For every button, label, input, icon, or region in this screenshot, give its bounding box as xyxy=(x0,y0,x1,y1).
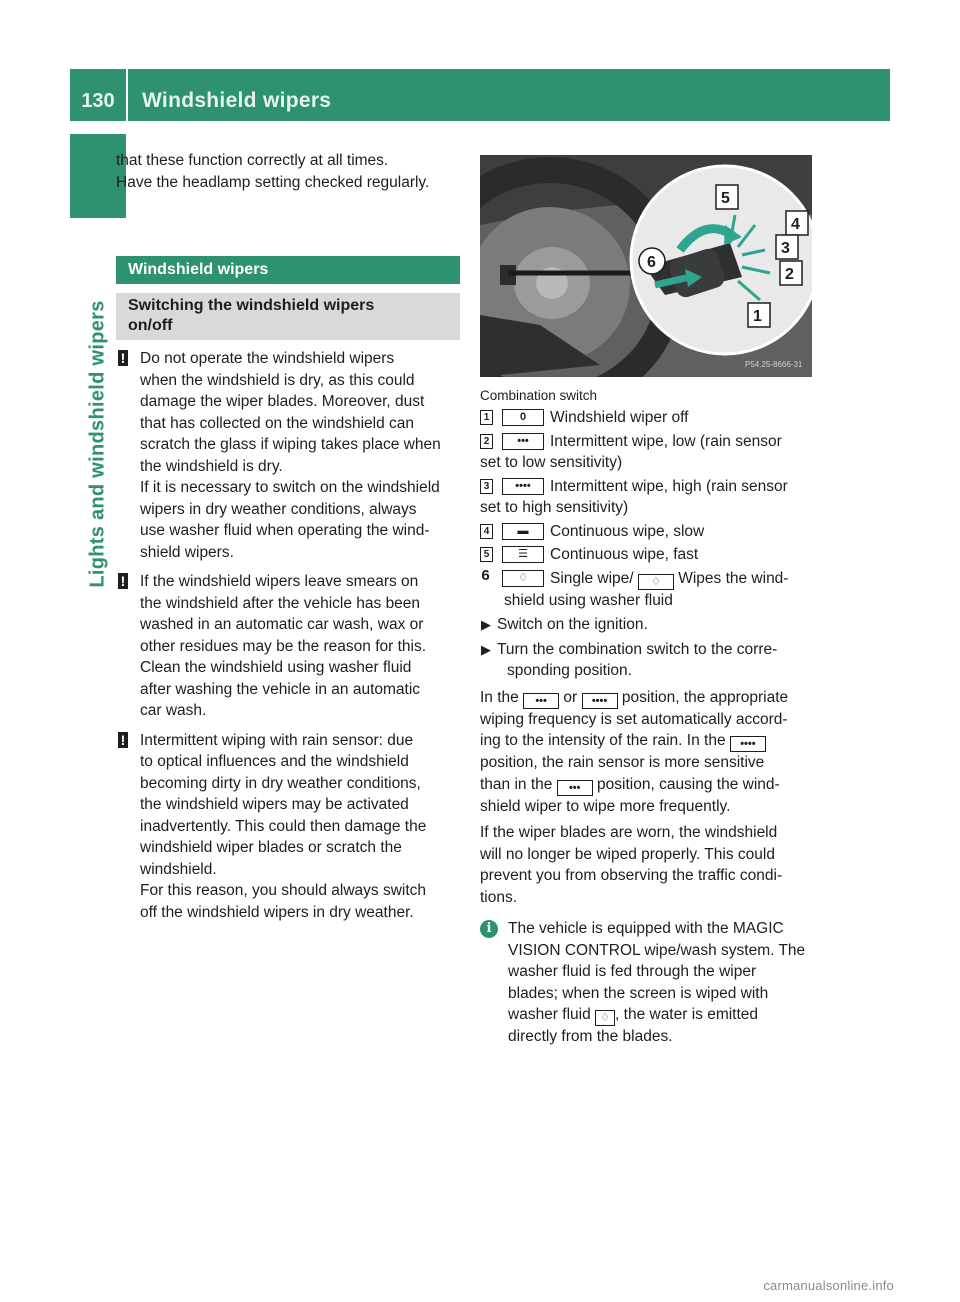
callout-4: 4 xyxy=(791,216,800,233)
text-line: scratch the glass if wiping takes place when xyxy=(140,436,441,453)
text-line: The vehicle is equipped with the MAGIC xyxy=(508,920,784,937)
text-part: ing to the intensity of the rain. In the xyxy=(480,732,726,749)
intro-line: Have the headlamp setting checked regularly. xyxy=(116,173,430,191)
legend-text: Continuous wipe, fast xyxy=(550,546,699,563)
washer-fluid-icon: ♢ xyxy=(638,574,674,590)
text-part: or xyxy=(563,688,578,706)
warning-icon: ! xyxy=(118,732,128,748)
step-arrow-icon: ▶ xyxy=(481,641,491,657)
footer-watermark[interactable]: carmanualsonline.info xyxy=(763,1278,894,1293)
section-heading: Windshield wipers xyxy=(116,256,460,284)
wiper-off-icon: 0 xyxy=(502,409,544,426)
text-line: damage the wiper blades. Moreover, dust xyxy=(140,393,425,410)
text-line: directly from the blades. xyxy=(508,1028,673,1045)
text-line: the windshield is dry. xyxy=(140,457,283,475)
text-line: windshield wiper blades or scratch the xyxy=(140,839,402,856)
legend-text: Windshield wiper off xyxy=(550,409,689,426)
text-line: washer fluid is fed through the wiper xyxy=(508,963,757,980)
step-text: Turn the combination switch to the corre- xyxy=(497,640,778,658)
callout-2: 2 xyxy=(785,266,794,283)
text-line: For this reason, you should always switch xyxy=(140,882,427,899)
legend-text-part: Wipes the wind- xyxy=(678,569,789,587)
legend-number: 3 xyxy=(480,479,493,494)
legend-text: set to high sensitivity) xyxy=(480,499,629,516)
intermittent-high-icon: •••• xyxy=(582,693,618,709)
page-header xyxy=(70,69,890,121)
continuous-slow-icon: ▬ xyxy=(502,523,544,540)
figure-caption: Combination switch xyxy=(480,388,598,403)
step-arrow-icon: ▶ xyxy=(481,617,491,632)
legend-text: Intermittent wipe, low (rain sensor xyxy=(550,432,782,450)
legend-text: Intermittent wipe, high (rain sensor xyxy=(550,477,788,495)
legend-text xyxy=(550,568,814,590)
text-line xyxy=(480,730,814,752)
text-part: In the xyxy=(480,688,519,706)
subsection-heading-line: Switching the windshield wipers xyxy=(128,297,375,314)
callout-6: 6 xyxy=(647,254,656,271)
left-column xyxy=(116,150,460,923)
text-part: than in the xyxy=(480,775,553,793)
intermittent-low-icon: ••• xyxy=(502,433,544,450)
text-part: position, causing the wind- xyxy=(597,775,780,793)
washer-fluid-icon: ♢ xyxy=(595,1010,615,1026)
header-divider xyxy=(126,69,128,121)
page-title: Windshield wipers xyxy=(142,89,332,112)
text-part: washer fluid xyxy=(508,1006,591,1023)
legend-text: shield using washer fluid xyxy=(504,591,673,609)
legend-text: set to low sensitivity) xyxy=(480,454,623,471)
legend-number: 1 xyxy=(480,410,493,425)
continuous-fast-icon: ☰ xyxy=(502,546,544,563)
text-line: tions. xyxy=(480,888,518,906)
text-line: the windshield after the vehicle has been xyxy=(140,594,421,612)
text-line: use washer fluid when operating the wind- xyxy=(140,522,430,539)
legend-item xyxy=(480,407,814,429)
legend-item xyxy=(480,521,814,543)
legend-item xyxy=(480,544,814,566)
warning-icon: ! xyxy=(118,573,128,589)
text-line: If it is necessary to switch on the windshield xyxy=(140,479,440,496)
text-line: If the wiper blades are worn, the windshield xyxy=(480,824,778,841)
text-line: shield wiper to wipe more frequently. xyxy=(480,797,731,815)
text-line: car wash. xyxy=(140,702,207,719)
subsection-heading xyxy=(116,293,460,340)
step-text: sponding position. xyxy=(507,662,632,679)
rain-sensor-paragraph xyxy=(480,687,814,818)
instruction-step xyxy=(480,614,814,636)
text-line: the windshield wipers may be activated xyxy=(140,796,409,813)
legend-text: Continuous wipe, slow xyxy=(550,522,705,540)
text-line xyxy=(480,687,814,709)
info-icon: i xyxy=(480,920,498,938)
text-line: when the windshield is dry, as this could xyxy=(140,371,415,389)
text-line: If the windshield wipers leave smears on xyxy=(140,573,419,590)
text-line xyxy=(508,1004,814,1026)
callout-3: 3 xyxy=(781,240,790,257)
text-line: shield wipers. xyxy=(140,543,234,561)
intermittent-high-icon: •••• xyxy=(502,478,544,495)
warning-note xyxy=(116,730,460,924)
legend-number: 6 xyxy=(481,566,490,584)
text-line: after washing the vehicle in an automatic xyxy=(140,680,421,698)
step-text: Switch on the ignition. xyxy=(497,616,648,633)
legend-item xyxy=(480,431,814,474)
text-line: to optical influences and the windshield xyxy=(140,753,409,770)
warning-note xyxy=(116,571,460,722)
text-line: Do not operate the windshield wipers xyxy=(140,350,395,367)
text-line: Clean the windshield using washer fluid xyxy=(140,659,412,676)
legend-number: 5 xyxy=(480,547,493,562)
text-line: that has collected on the windshield can xyxy=(140,414,415,432)
intermittent-high-icon: •••• xyxy=(730,736,766,752)
text-line: Intermittent wiping with rain sensor: due xyxy=(140,731,414,749)
text-line: will no longer be wiped properly. This could xyxy=(480,845,775,863)
legend-number: 4 xyxy=(480,524,493,539)
text-part: position, the appropriate xyxy=(621,688,789,706)
legend-item xyxy=(480,476,814,519)
text-line: becoming dirty in dry weather conditions, xyxy=(140,774,421,792)
text-line: other residues may be the reason for this. xyxy=(140,637,427,655)
text-line: wipers in dry weather conditions, always xyxy=(140,500,417,518)
text-line xyxy=(480,774,814,796)
callout-1: 1 xyxy=(753,308,762,325)
text-line: washed in an automatic car wash, wax or xyxy=(140,616,424,633)
chapter-label-text: Lights and windshield wipers xyxy=(86,300,109,588)
instruction-step xyxy=(480,639,814,682)
text-line: wiping frequency is set automatically accord- xyxy=(480,710,788,728)
legend-number: 2 xyxy=(480,434,493,449)
text-part: , the water is emitted xyxy=(615,1006,759,1023)
legend-item xyxy=(480,568,814,612)
text-line: VISION CONTROL wipe/wash system. The xyxy=(508,941,806,959)
text-line: prevent you from observing the traffic condi- xyxy=(480,867,783,884)
text-line: inadvertently. This could then damage the xyxy=(140,817,427,835)
intermittent-low-icon: ••• xyxy=(523,693,559,709)
text-line: windshield. xyxy=(140,860,217,878)
legend-text-part: Single wipe/ xyxy=(550,569,634,587)
page-number: 130 xyxy=(81,90,115,112)
intro-line: that these function correctly at all times. xyxy=(116,152,389,169)
single-wipe-icon: ♢ xyxy=(502,570,544,587)
callout-5: 5 xyxy=(721,190,730,207)
info-note xyxy=(480,918,814,1048)
intermittent-low-icon: ••• xyxy=(557,780,593,796)
figure-code: P54.25-8666-31 xyxy=(745,360,803,369)
text-line: blades; when the screen is wiped with xyxy=(508,984,769,1002)
combination-switch-figure xyxy=(480,155,812,377)
text-line: off the windshield wipers in dry weather. xyxy=(140,903,414,921)
warning-note xyxy=(116,348,460,563)
combination-switch-illustration xyxy=(480,155,812,377)
text-line: position, the rain sensor is more sensitive xyxy=(480,754,765,771)
subsection-heading-line: on/off xyxy=(128,317,173,334)
worn-blades-paragraph xyxy=(480,822,814,908)
warning-icon: ! xyxy=(118,350,128,366)
right-column xyxy=(480,150,814,1048)
